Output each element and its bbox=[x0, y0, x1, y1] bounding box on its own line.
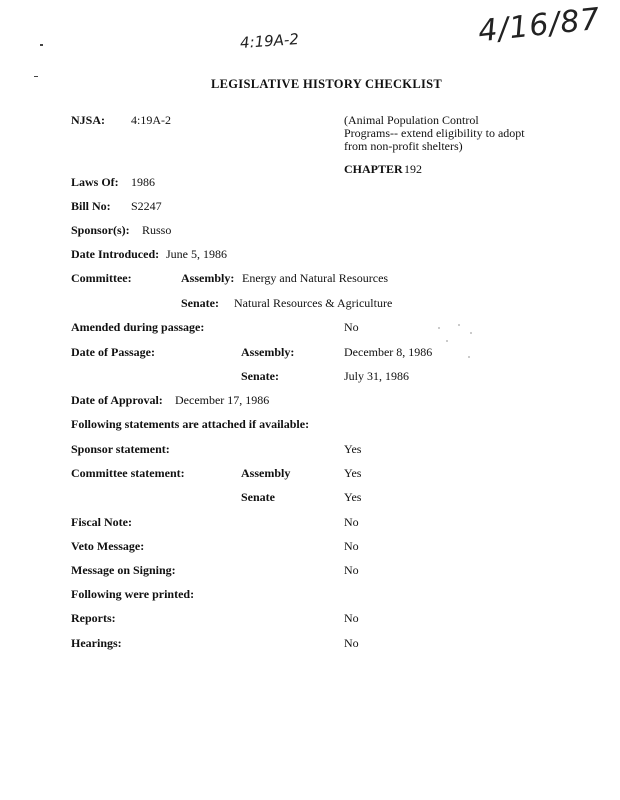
sponsors-value: Russo bbox=[142, 223, 172, 237]
description-line-2: Programs-- extend eligibility to adopt bbox=[344, 126, 525, 140]
description-line-1: (Animal Population Control bbox=[344, 113, 479, 127]
laws-of-label: Laws Of: bbox=[71, 175, 119, 189]
reports-label: Reports: bbox=[71, 611, 116, 625]
reports-value: No bbox=[344, 611, 359, 625]
chapter-value: 192 bbox=[404, 162, 422, 176]
fiscal-note-value: No bbox=[344, 515, 359, 529]
hearings-label: Hearings: bbox=[71, 636, 122, 650]
document-title: LEGISLATIVE HISTORY CHECKLIST bbox=[211, 77, 443, 91]
veto-message-value: No bbox=[344, 539, 359, 553]
committee-statement-label: Committee statement: bbox=[71, 466, 185, 480]
committee-statement-senate-value: Yes bbox=[344, 490, 362, 504]
committee-senate-label: Senate: bbox=[181, 296, 219, 310]
committee-label: Committee: bbox=[71, 271, 132, 285]
njsa-value: 4:19A-2 bbox=[131, 113, 171, 127]
scan-dot bbox=[468, 356, 470, 358]
scan-dot bbox=[438, 327, 440, 329]
committee-assembly-value: Energy and Natural Resources bbox=[242, 271, 389, 285]
passage-assembly-value: December 8, 1986 bbox=[344, 345, 433, 359]
date-of-approval-value: December 17, 1986 bbox=[175, 393, 270, 407]
passage-senate-value: July 31, 1986 bbox=[344, 369, 410, 383]
description-line-3: from non-profit shelters) bbox=[344, 139, 463, 153]
committee-statement-senate-label: Senate bbox=[241, 490, 275, 504]
amended-label: Amended during passage: bbox=[71, 320, 205, 334]
scan-dot bbox=[446, 340, 448, 342]
date-introduced-value: June 5, 1986 bbox=[166, 247, 227, 261]
following-attached-heading: Following statements are attached if available: bbox=[71, 417, 310, 431]
laws-of-value: 1986 bbox=[131, 175, 155, 189]
passage-assembly-label: Assembly: bbox=[241, 345, 295, 359]
sponsors-label: Sponsor(s): bbox=[71, 223, 130, 237]
veto-message-label: Veto Message: bbox=[71, 539, 145, 553]
bill-no-label: Bill No: bbox=[71, 199, 111, 213]
committee-senate-value: Natural Resources & Agriculture bbox=[234, 296, 393, 310]
hearings-value: No bbox=[344, 636, 359, 650]
handwritten-date: 4/16/87 bbox=[476, 1, 603, 50]
date-of-approval-label: Date of Approval: bbox=[71, 393, 163, 407]
scan-dot bbox=[470, 332, 472, 334]
scan-dot bbox=[458, 324, 460, 326]
message-on-signing-value: No bbox=[344, 563, 359, 577]
chapter-label: CHAPTER bbox=[344, 162, 403, 176]
scan-speck bbox=[34, 76, 38, 77]
message-on-signing-label: Message on Signing: bbox=[71, 563, 176, 577]
handwritten-code: 4:19A-2 bbox=[239, 29, 300, 53]
amended-value: No bbox=[344, 320, 359, 334]
scan-speck bbox=[40, 44, 43, 46]
fiscal-note-label: Fiscal Note: bbox=[71, 515, 132, 529]
bill-no-value: S2247 bbox=[131, 199, 162, 213]
njsa-label: NJSA: bbox=[71, 113, 106, 127]
following-printed-heading: Following were printed: bbox=[71, 587, 195, 601]
passage-senate-label: Senate: bbox=[241, 369, 279, 383]
committee-statement-assembly-label: Assembly bbox=[241, 466, 291, 480]
sponsor-statement-label: Sponsor statement: bbox=[71, 442, 170, 456]
committee-statement-assembly-value: Yes bbox=[344, 466, 362, 480]
date-introduced-label: Date Introduced: bbox=[71, 247, 160, 261]
sponsor-statement-value: Yes bbox=[344, 442, 362, 456]
date-of-passage-label: Date of Passage: bbox=[71, 345, 155, 359]
committee-assembly-label: Assembly: bbox=[181, 271, 235, 285]
